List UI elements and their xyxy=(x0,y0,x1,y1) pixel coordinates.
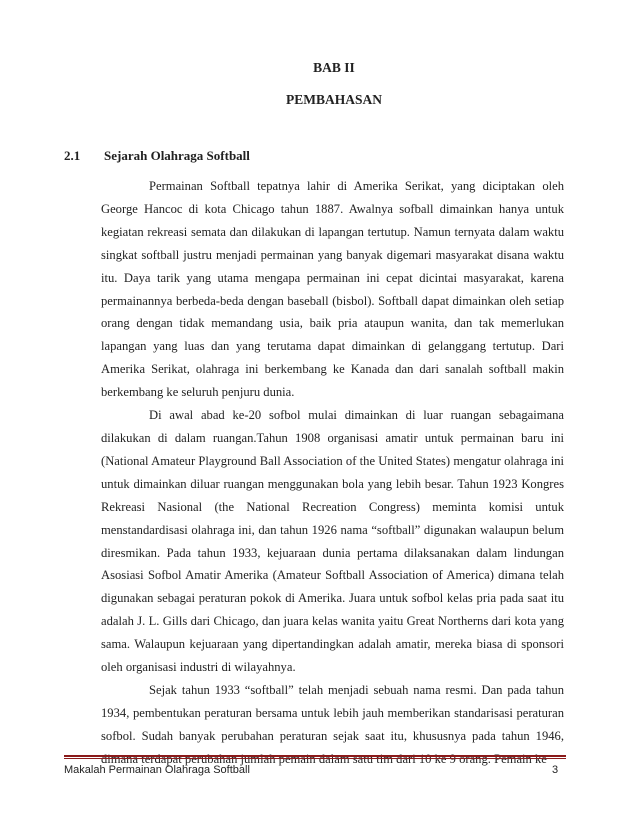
paragraph: Permainan Softball tepatnya lahir di Amerika Serikat, yang diciptakan oleh George Hancoc di kota Chicago tahun 1887. Awalnya sofball dimainkan hanya untuk kegiatan rekreasi semata dan dilakukan di lapangan tertutup. Namun ternyata dalam waktu singkat softball justru menjadi permainan yang banyak digemari masyarakat disana waktu itu. Daya tarik yang utama mengapa permainan ini cepat dicintai masyarakat, karena permainannya berbeda-beda dengan baseball (bisbol). Softball dapat dimainkan oleh setiap orang dengan tidak memandang usia, baik pria ataupun wanita, dan tak memerlukan lapangan yang luas dan yang terutama dapat dimainkan di gelanggang tertutup. Dari Amerika Serikat, olahraga ini berkembang ke Kanada dan dari sanalah softball makin berkembang ke seluruh penjuru dunia. xyxy=(101,179,564,400)
section-heading xyxy=(64,148,250,164)
paragraph: Di awal abad ke-20 sofbol mulai dimainkan di luar ruangan sebagaimana dilakukan di dalam ruangan.Tahun 1908 organisasi amatir untuk permainan baru ini (National Amateur Playground Ball Association of the United States) mengatur olahraga ini untuk dimainkan diluar ruangan menggunakan bola yang lebih besar. Tahun 1923 Kongres Rekreasi Nasional (the National Recreation Congress) meminta komisi untuk menstandardisasi olahraga ini, dan tahun 1926 nama “softball” digunakan walaupun belum diresmikan. Pada tahun 1933, kejuaraan dunia pertama dilaksanakan dalam lindungan Asosiasi Sofbol Amatir Amerika (Amateur Softball Association of America) dimana telah digunakan sebagai peraturan pokok di Amerika. Juara untuk sofbol kelas pria pada saat itu adalah J. L. Gills dari Chicago, dan juara kelas wanita yaitu Great Northerns dari kota yang sama. Walaupun kejuaraan yang dipertandingkan adalah amatir, mereka biasa di sponsori oleh organisasi industri di wilayahnya. xyxy=(101,408,564,675)
chapter-title: PEMBAHASAN xyxy=(285,92,382,107)
body-text xyxy=(101,175,564,771)
section-title: Sejarah Olahraga Softball xyxy=(104,148,250,163)
paragraph: Sejak tahun 1933 “softball” telah menjadi sebuah nama resmi. Dan pada tahun 1934, pembentukan peraturan bersama untuk lebih jauh memberikan standarisasi peraturan sofbol. Sudah banyak perubahan peraturan sejak saat itu, khususnya pada tahun 1946, xyxy=(101,682,564,743)
page-number: 3 xyxy=(552,764,559,776)
footer-title: Makalah Permainan Olahraga Softball xyxy=(64,764,250,776)
footer-rule xyxy=(64,755,566,757)
chapter-number: BAB II xyxy=(313,60,355,75)
section-number: 2.1 xyxy=(64,148,81,163)
footer-rule-thin xyxy=(64,758,566,759)
